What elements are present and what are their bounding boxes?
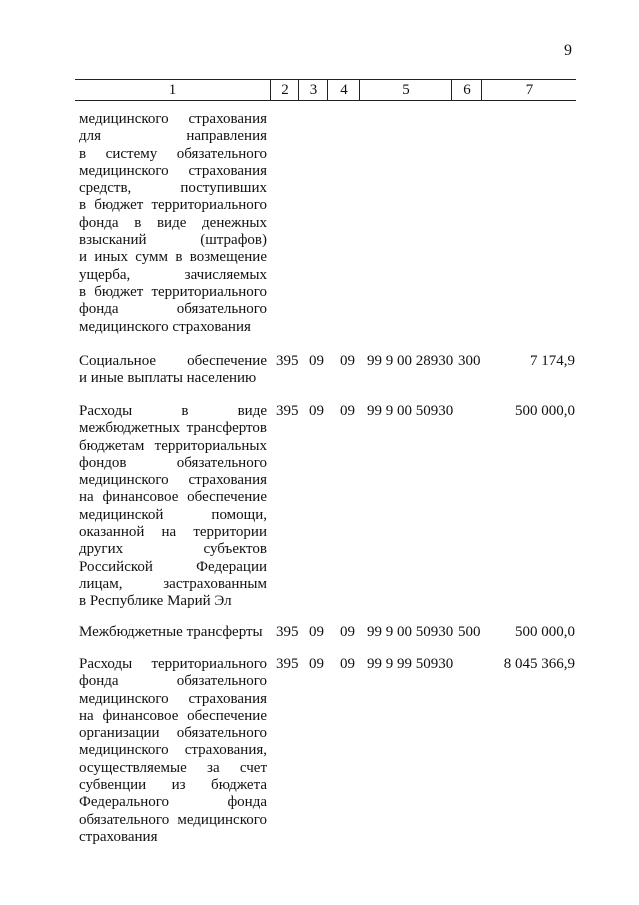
cell-col-2: 395 — [276, 656, 299, 672]
table-row-description — [79, 403, 267, 611]
header-col-7: 7 — [481, 80, 577, 100]
description-line: лицам, застрахованным — [79, 575, 267, 592]
description-line: Межбюджетные трансферты — [79, 624, 263, 640]
table-row-description — [79, 624, 267, 641]
header-col-1: 1 — [168, 82, 177, 98]
header-col-4: 4 — [327, 80, 360, 100]
cell-col-2: 395 — [276, 353, 299, 369]
description-line: медицинского страхования — [79, 690, 267, 707]
cell-col-5: 99 9 00 50930 — [367, 624, 454, 640]
header-col-3: 3 — [298, 80, 328, 100]
table-header — [75, 79, 576, 101]
continuation-line: средств, поступивших — [79, 180, 267, 197]
continuation-line: в бюджет территориального — [79, 283, 267, 300]
cell-col-5: 99 9 99 50930 — [367, 656, 454, 672]
description-line: медицинской помощи, — [79, 506, 267, 523]
continuation-line: взысканий (штрафов) — [79, 232, 267, 249]
description-line: на финансовое обеспечение — [79, 489, 267, 506]
description-line: Федерального фонда — [79, 794, 267, 811]
description-line: и иные выплаты населению — [79, 370, 257, 387]
description-line: организации обязательного — [79, 725, 267, 742]
cell-col-7: 500 000,0 — [515, 403, 575, 419]
continuation-line: фонда обязательного — [79, 301, 267, 318]
cell-col-3: 09 — [309, 624, 324, 640]
description-line: Расходы в виде — [79, 403, 267, 419]
description-line: межбюджетных трансфертов — [79, 420, 267, 437]
cell-col-5: 99 9 00 28930 — [367, 353, 454, 369]
description-line: обязательного медицинского — [79, 811, 267, 828]
header-col-6: 6 — [451, 80, 482, 100]
description-line: в Республике Марий Эл — [79, 593, 232, 610]
table-row-description — [79, 353, 267, 388]
cell-col-2: 395 — [276, 403, 299, 419]
continuation-line: в систему обязательного — [79, 145, 267, 162]
cell-col-7: 500 000,0 — [515, 624, 575, 640]
cell-col-6: 500 — [458, 624, 481, 640]
description-line: других субъектов — [79, 541, 267, 558]
cell-col-6: 300 — [458, 353, 481, 369]
description-line: Российской Федерации — [79, 558, 267, 575]
description-line: на финансовое обеспечение — [79, 707, 267, 724]
cell-col-4: 09 — [340, 656, 355, 672]
cell-col-5: 99 9 00 50930 — [367, 403, 454, 419]
description-line: субвенции из бюджета — [79, 777, 267, 794]
description-line: страхования — [79, 828, 158, 845]
header-col-2: 2 — [270, 80, 299, 100]
cell-col-3: 09 — [309, 353, 324, 369]
cell-col-2: 395 — [276, 624, 299, 640]
continuation-line: для направления — [79, 128, 267, 145]
continuation-line: медицинского страхования — [79, 111, 267, 127]
cell-col-7: 7 174,9 — [530, 353, 575, 369]
continuation-description — [79, 111, 267, 336]
cell-col-4: 09 — [340, 624, 355, 640]
cell-col-3: 09 — [309, 656, 324, 672]
header-col-5: 5 — [359, 80, 452, 100]
cell-col-4: 09 — [340, 403, 355, 419]
table-row-description — [79, 656, 267, 846]
description-line: фонда обязательного — [79, 673, 267, 690]
continuation-line: медицинского страхования — [79, 162, 267, 179]
description-line: Расходы территориального — [79, 656, 267, 672]
description-line: Социальное обеспечение — [79, 353, 267, 369]
description-line: бюджетам территориальных — [79, 437, 267, 454]
description-line: медицинского страхования — [79, 472, 267, 489]
cell-col-4: 09 — [340, 353, 355, 369]
page-number: 9 — [564, 42, 572, 59]
cell-col-3: 09 — [309, 403, 324, 419]
description-line: медицинского страхования, — [79, 742, 267, 759]
description-line: осуществляемые за счет — [79, 759, 267, 776]
continuation-line: медицинского страхования — [79, 318, 251, 335]
description-line: оказанной на территории — [79, 524, 267, 541]
cell-col-7: 8 045 366,9 — [503, 656, 575, 672]
continuation-line: и иных сумм в возмещение — [79, 249, 267, 266]
description-line: фондов обязательного — [79, 454, 267, 471]
continuation-line: ущерба, зачисляемых — [79, 266, 267, 283]
continuation-line: фонда в виде денежных — [79, 214, 267, 231]
continuation-line: в бюджет территориального — [79, 197, 267, 214]
